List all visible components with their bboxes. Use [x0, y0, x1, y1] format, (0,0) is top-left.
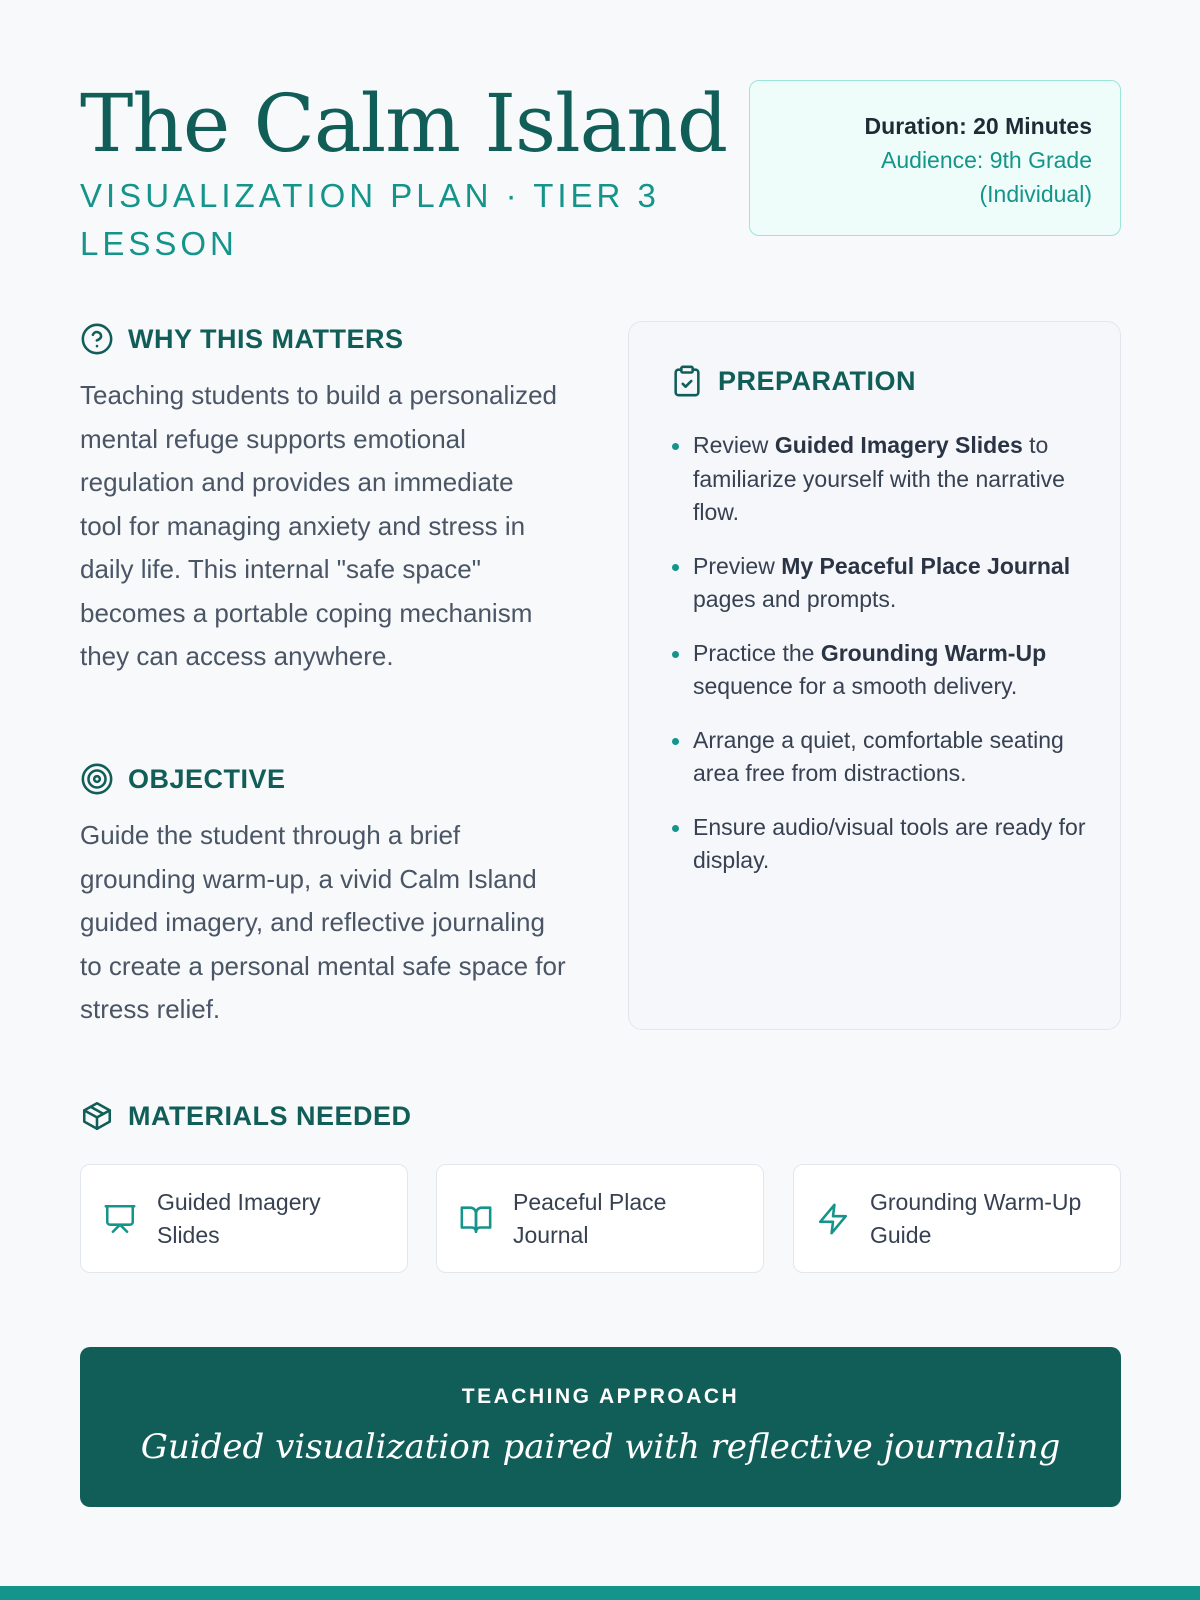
preparation-list	[669, 429, 1089, 898]
material-label: Peaceful Place Journal	[513, 1188, 667, 1248]
teaching-approach-banner	[80, 1347, 1121, 1507]
why-heading-label: WHY THIS MATTERS	[128, 323, 404, 354]
materials-heading	[80, 1099, 412, 1133]
list-item: Ensure audio/visual tools are ready for display.	[669, 811, 1089, 878]
approach-text: Guided visualization paired with reflective journaling	[140, 1427, 1061, 1467]
duration-text: Duration: 20 Minutes	[864, 113, 1092, 139]
material-card-slides	[80, 1164, 408, 1273]
lesson-meta-box	[749, 80, 1121, 236]
objective-text: Guide the student through a brief grounding warm-up, a vivid Calm Island guided imagery, and reflective journaling to create a personal mental safe space for stress relief.	[80, 820, 566, 1024]
preparation-heading	[670, 364, 916, 398]
package-icon	[80, 1099, 114, 1133]
footer-accent-bar	[0, 1586, 1200, 1600]
list-item: Review Guided Imagery Slides to familiarize yourself with the narrative flow.	[669, 429, 1089, 530]
material-card-warmup	[793, 1164, 1121, 1273]
why-heading	[80, 322, 404, 356]
target-icon	[80, 762, 114, 796]
zap-icon	[816, 1202, 850, 1236]
objective-heading	[80, 762, 286, 796]
preparation-heading-label: PREPARATION	[718, 365, 917, 396]
presentation-icon	[103, 1202, 137, 1236]
page-subtitle: VISUALIZATION PLAN · TIER 3 LESSON	[80, 177, 660, 262]
material-label: Grounding Warm-Up Guide	[870, 1188, 1082, 1248]
page-title: The Calm Island	[80, 77, 728, 170]
list-item: Preview My Peaceful Place Journal pages and prompts.	[669, 550, 1089, 617]
help-circle-icon	[80, 322, 114, 356]
objective-heading-label: OBJECTIVE	[128, 763, 286, 794]
list-item: Arrange a quiet, comfortable seating area free from distractions.	[669, 724, 1089, 791]
why-text: Teaching students to build a personalized mental refuge supports emotional regulation and provides an immediate tool for managing anxiety and stress in daily life. This internal "safe space" becomes a portable coping mechanism they can access anywhere.	[80, 380, 557, 671]
audience-text: Audience: 9th Grade (Individual)	[881, 147, 1092, 207]
preparation-card	[628, 321, 1121, 1030]
clipboard-check-icon	[670, 364, 704, 398]
approach-label: TEACHING APPROACH	[461, 1385, 740, 1408]
materials-heading-label: MATERIALS NEEDED	[128, 1100, 412, 1131]
book-open-icon	[459, 1202, 493, 1236]
material-label: Guided Imagery Slides	[157, 1188, 321, 1248]
list-item: Practice the Grounding Warm-Up sequence for a smooth delivery.	[669, 637, 1089, 704]
material-card-journal	[436, 1164, 764, 1273]
